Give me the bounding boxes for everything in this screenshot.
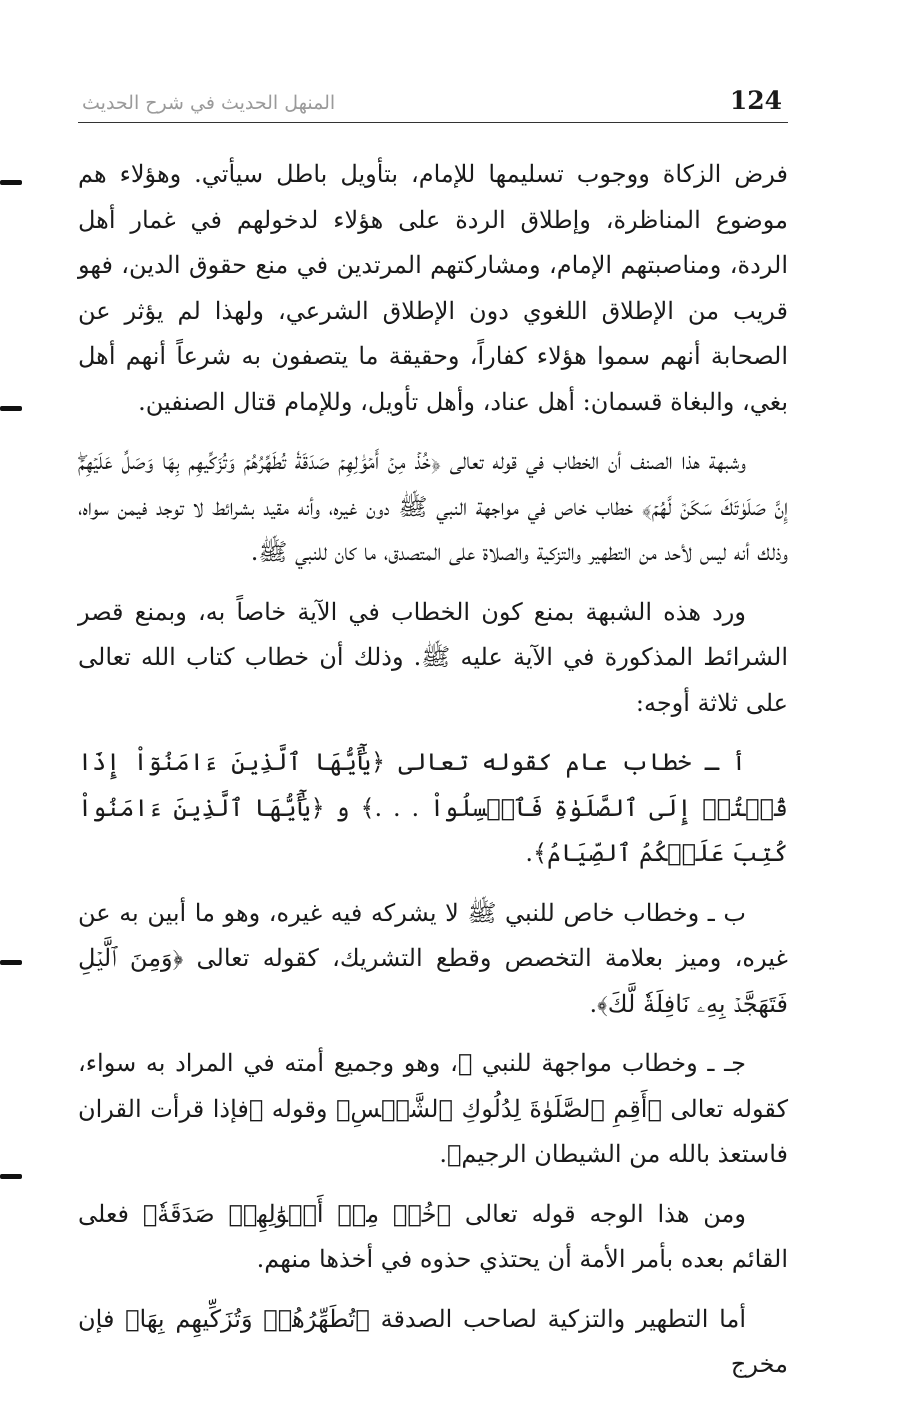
margin-mark [0,180,22,185]
paragraph: أ ـ خطاب عام كقوله تعالى ﴿يَٰٓأَيُّهَا ٱلَّذِينَ ءَامَنُوٓاْ إِذَا قُمۡتُمۡ إِلَى ٱلصَّلَوٰةِ فَٱغۡسِلُواْ . . .﴾ و ﴿يَٰٓأَيُّهَا ٱلَّذِينَ ءَامَنُواْ كُتِبَ عَلَيۡكُمُ ٱلصِّيَامُ﴾. [78,748,788,867]
paragraph: ومن هذا الوجه قوله تعالى ﴿خُذۡ مِنۡ أَمۡوَٰلِهِمۡ صَدَقَةٗ﴾ فعلى القائم بعده بأمر الأمة أن يحتذي حذوه في أخذها منهم. [78,1199,788,1273]
paragraph: أما التطهير والتزكية لصاحب الصدقة ﴿تُطَهِّرُهُمۡ وَتُزَكِّيهِم بِهَا﴾ فإن مخرج [78,1304,788,1378]
margin-mark [0,960,22,965]
margin-mark [0,406,22,411]
main-text [78,152,788,1402]
paragraph: جـ ـ وخطاب مواجهة للنبي ﷺ، وهو وجميع أمته في المراد به سواء، كقوله تعالى ﴿أَقِمِ ٱلصَّلَوٰةَ لِدُلُوكِ ٱلشَّمۡسِ﴾ وقوله ﴿فإذا قرأت القران فاستعذ بالله من الشيطان الرجيم﴾. [78,1049,788,1168]
page-number: 124 [729,86,782,115]
paragraph: ب ـ وخطاب خاص للنبي ﷺ لا يشركه فيه غيره، وهو ما أبين به عن غيره، وميز بعلامة التخصص وقطع التشريك، كقوله تعالى ﴿وَمِنَ ٱلَّيۡلِ فَتَهَجَّدۡ بِهِۦ نَافِلَةٗ لَّكَ﴾. [78,898,788,1018]
margin-mark [0,1174,22,1179]
paragraph: فرض الزكاة ووجوب تسليمها للإمام، بتأويل باطل سيأتي. وهؤلاء هم موضوع المناظرة، وإطلاق الردة على هؤلاء لدخولهم في غمار أهل الردة، ومناصبتهم الإمام، ومشاركتهم المرتدين في منع حقوق الدين، فهو قريب من الإطلاق اللغوي دون الإطلاق الشرعي، ولهذا لم يؤثر عن الصحابة أنهم سموا هؤلاء كفاراً، وحقيقة ما يتصفون به شرعاً أنهم أهل بغي، والبغاة قسمان: أهل عناد، وأهل تأويل، وللإمام قتال الصنفين. [78,160,789,416]
paragraph: وشبهة هذا الصنف أن الخطاب في قوله تعالى ﴿خُذۡ مِنۡ أَمۡوَٰلِهِمۡ صَدَقَةٗ تُطَهِّرُهُمۡ وَتُزَكِّيهِم بِهَا وَصَلِّ عَلَيۡهِمۡۖ إِنَّ صَلَوٰتَكَ سَكَنٞ لَّهُمۡ﴾ خطاب خاص في مواجهة النبي ﷺ دون غيره، وأنه مقيد بشرائط لا توجد فيمن سواه، وذلك أنه ليس لأحد من التطهير والتزكية والصلاة على المتصدق، ما كان للنبي ﷺ. [78,447,788,566]
paragraph: ورد هذه الشبهة بمنع كون الخطاب في الآية خاصاً به، وبمنع قصر الشرائط المذكورة في الآية عليه ﷺ. وذلك أن خطاب كتاب الله تعالى على ثلاثة أوجه: [78,597,788,717]
running-title: المنهل الحديث في شرح الحديث [82,92,336,114]
page-header [78,86,788,123]
